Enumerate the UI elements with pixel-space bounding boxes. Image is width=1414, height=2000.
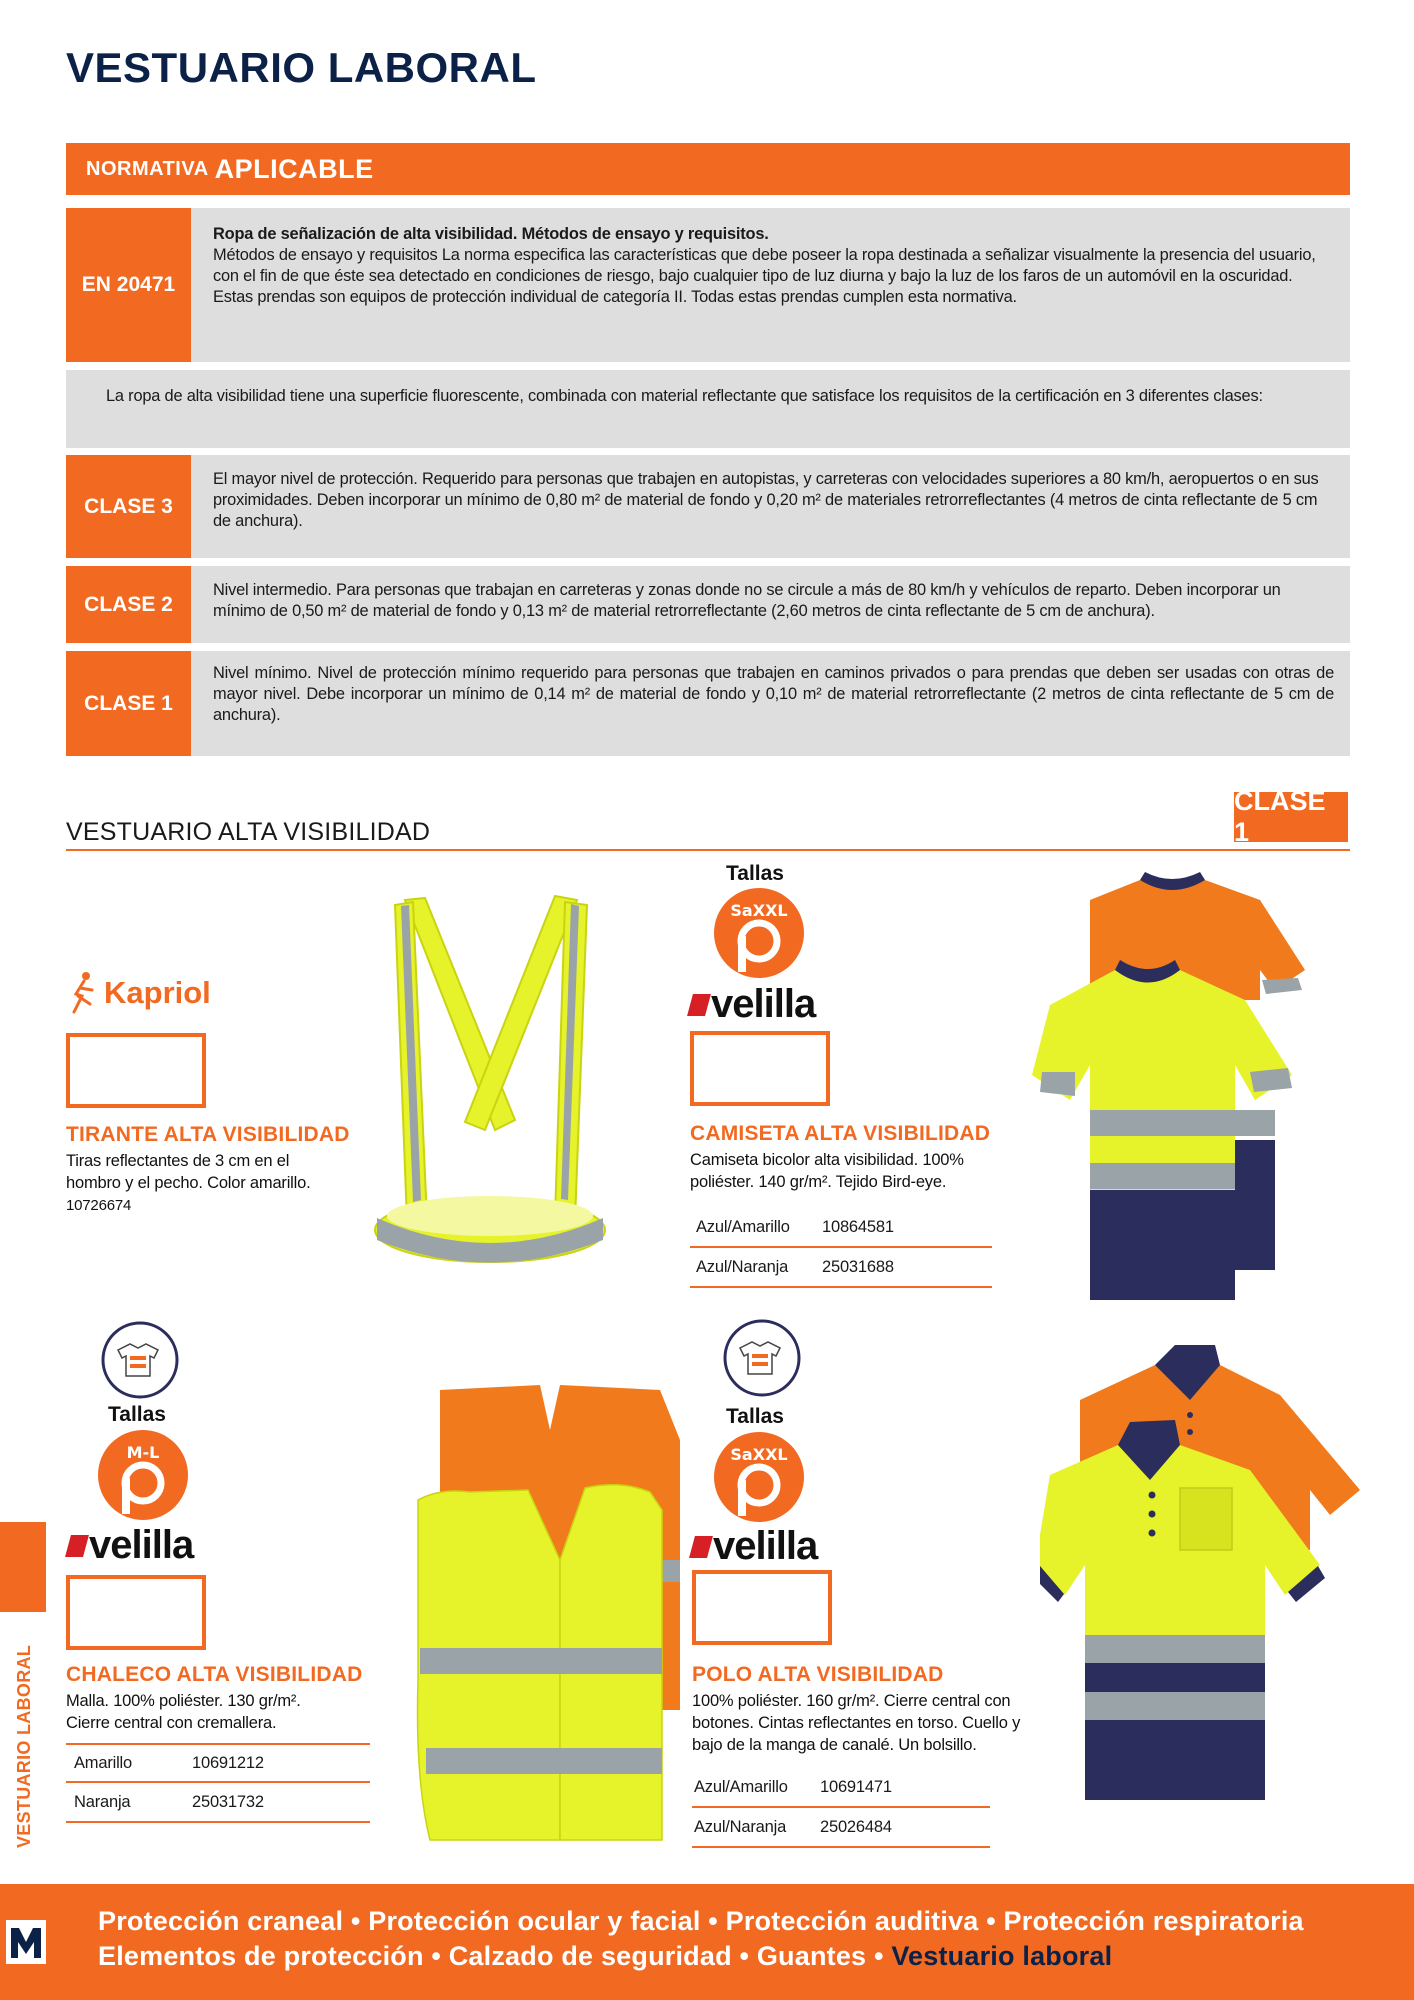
variant-color: Naranja xyxy=(74,1792,131,1811)
chaleco-tallas-label: Tallas xyxy=(108,1403,166,1426)
side-tab xyxy=(0,1522,46,1612)
normativa-header-bold: APLICABLE xyxy=(214,153,374,184)
velilla-brand-camiseta: velilla xyxy=(711,982,816,1026)
polo-tallas-range: SaXXL xyxy=(730,1445,788,1464)
variant-color: Azul/Amarillo xyxy=(696,1217,790,1236)
clase-1-text: Nivel mínimo. Nivel de protección mínimo requerido para personas que trabajen en caminos privados o para prendas que deben ser usadas con otras de mayor nivel. Debe incorporar un mínimo de 0,14 m² de material de fondo y 0,10 m² de material retrorreflectante (2 metros de cinta reflectante de 5 cm de anchura). xyxy=(213,664,1334,724)
camiseta-tallas-icon xyxy=(712,886,806,980)
en-heading: Ropa de señalización de alta visibilidad. Métodos de ensayo y requisitos xyxy=(213,225,765,243)
variant-row xyxy=(692,1768,990,1808)
kapriol-runner-icon xyxy=(66,970,100,1016)
footer-logo xyxy=(0,1884,52,2000)
clase-3-row xyxy=(66,455,1350,558)
chaleco-image xyxy=(410,1380,690,1855)
certification-icon xyxy=(722,1318,802,1398)
en-body: Métodos de ensayo y requisitos La norma especifica las características que debe poseer la ropa destinada a señalizar visualmente la presencia del usuario, con el fin de que éste sea detectado en condiciones de riesgo, bajo cualquier tipo de luz diurna y bajo la luz de los faros de un automóvil en la oscuridad. Estas prendas son equipos de protección individual de categoría II. Todas estas prendas cumplen esta normativa. xyxy=(213,246,1316,306)
variant-row xyxy=(66,1743,370,1783)
en-text: Ropa de señalización de alta visibilidad. Métodos de ensayo y requisitos. Métodos de ensayo y requisitos La norma especifica las características que debe poseer la ropa destinada a señalizar visualmente la presencia del usuario, con el fin de que éste sea detectado en condiciones de riesgo, bajo cualquier tipo de luz diurna y bajo la luz de los faros de un automóvil en la oscuridad. Estas prendas son equipos de protección individual de categoría II. Todas estas prendas cumplen esta normativa. xyxy=(213,225,1316,306)
camiseta-title: CAMISETA ALTA VISIBILIDAD xyxy=(690,1122,991,1145)
price-box-tirante xyxy=(66,1033,206,1108)
camiseta-image xyxy=(1030,860,1310,1310)
clase-1-tag: CLASE 1 xyxy=(66,651,191,756)
chaleco-tallas-icon xyxy=(96,1428,190,1522)
camiseta-tallas-range: SaXXL xyxy=(730,901,788,920)
en-tag: EN 20471 xyxy=(66,208,191,362)
tirante-desc xyxy=(66,1150,336,1217)
polo-variants xyxy=(692,1768,990,1848)
variant-ref: 10864581 xyxy=(822,1217,894,1236)
normativa-en-row xyxy=(66,208,1350,362)
tirante-image xyxy=(365,890,615,1275)
chaleco-variants xyxy=(66,1743,370,1823)
camiseta-variants xyxy=(690,1208,992,1288)
polo-desc: 100% poliéster. 160 gr/m². Cierre central con botones. Cintas reflectantes en torso. Cuello y bajo de la manga de canalé. Un bolsillo. xyxy=(692,1692,1021,1754)
polo-tallas-icon xyxy=(712,1430,806,1524)
clase-1-row xyxy=(66,651,1350,756)
page-title: VESTUARIO LABORAL xyxy=(66,44,537,91)
clase-3-tag: CLASE 3 xyxy=(66,455,191,558)
tirante-desc-text: Tiras reflectantes de 3 cm en el hombro y el pecho. Color amarillo. xyxy=(66,1152,311,1192)
clase-2-text: Nivel intermedio. Para personas que trabajan en carreteras y zonas donde no se circule a más de 80 km/h y vehículos de reparto. Deben incorporar un mínimo de 0,50 m² de material de fondo y 0,13 m² de material retrorreflectante (2,60 metros de cinta reflectante de 5 cm de anchura). xyxy=(213,581,1281,620)
footer-line2-prefix: Elementos de protección • Calzado de seguridad • Guantes • xyxy=(98,1941,884,1971)
velilla-logo-polo xyxy=(692,1524,817,1569)
variant-row xyxy=(690,1248,992,1288)
clase-badge: CLASE 1 xyxy=(1234,792,1348,842)
certification-icon xyxy=(100,1320,180,1400)
normativa-header-light: NORMATIVA xyxy=(86,157,209,180)
velilla-mark-icon xyxy=(689,1536,713,1558)
normativa-header xyxy=(66,143,1350,195)
variant-ref: 25031688 xyxy=(822,1257,894,1276)
velilla-logo-camiseta xyxy=(690,982,815,1027)
price-box-camiseta xyxy=(690,1031,830,1106)
velilla-mark-icon xyxy=(65,1535,89,1557)
chaleco-desc: Malla. 100% poliéster. 130 gr/m². Cierre central con cremallera. xyxy=(66,1692,301,1732)
polo-title: POLO ALTA VISIBILIDAD xyxy=(692,1663,944,1686)
price-box-polo xyxy=(692,1570,832,1645)
clase-2-row xyxy=(66,566,1350,643)
clase-3-text: El mayor nivel de protección. Requerido para personas que trabajen en autopistas, y carreteras con velocidades superiores a 80 km/h, aeropuertos o en sus proximidades. Deben incorporar un mínimo de 0,80 m² de material de fondo y 0,20 m² de materiales retrorreflectantes (4 metros de cinta reflectante de 5 cm de anchura). xyxy=(213,470,1319,530)
side-tab-label: VESTUARIO LABORAL xyxy=(14,1644,34,1848)
variant-ref: 10691212 xyxy=(192,1753,264,1772)
variant-row xyxy=(690,1208,992,1248)
chaleco-title: CHALECO ALTA VISIBILIDAD xyxy=(66,1663,363,1686)
polo-tallas-label: Tallas xyxy=(726,1405,784,1428)
variant-row xyxy=(66,1783,370,1823)
velilla-mark-icon xyxy=(687,994,711,1016)
price-box-chaleco xyxy=(66,1575,206,1650)
tirante-title: TIRANTE ALTA VISIBILIDAD xyxy=(66,1123,350,1146)
kapriol-brand: Kapriol xyxy=(104,975,211,1010)
camiseta-desc: Camiseta bicolor alta visibilidad. 100% poliéster. 140 gr/m². Tejido Bird-eye. xyxy=(690,1151,964,1191)
variant-ref: 25026484 xyxy=(820,1817,892,1836)
variant-color: Azul/Naranja xyxy=(694,1817,787,1836)
normativa-intro: La ropa de alta visibilidad tiene una superficie fluorescente, combinada con material reflectante que satisface los requisitos de la certificación en 3 diferentes clases: xyxy=(66,370,1350,448)
m-logo-icon xyxy=(6,1920,46,1964)
polo-image xyxy=(1040,1340,1365,1810)
variant-ref: 10691471 xyxy=(820,1777,892,1796)
footer-categories-line2 xyxy=(98,1941,1112,1972)
velilla-logo-chaleco xyxy=(68,1523,193,1568)
footer xyxy=(0,1884,1414,2000)
variant-ref: 25031732 xyxy=(192,1792,264,1811)
velilla-brand-chaleco: velilla xyxy=(89,1523,194,1567)
footer-categories-line1: Protección craneal • Protección ocular y facial • Protección auditiva • Protección respiratoria xyxy=(98,1906,1304,1936)
section-divider xyxy=(66,849,1350,851)
kapriol-logo xyxy=(66,970,211,1016)
variant-color: Azul/Amarillo xyxy=(694,1777,788,1796)
velilla-brand-polo: velilla xyxy=(713,1524,818,1568)
camiseta-tallas-label: Tallas xyxy=(726,862,784,885)
footer-current-category: Vestuario laboral xyxy=(891,1941,1113,1971)
variant-color: Amarillo xyxy=(74,1753,132,1772)
clase-2-tag: CLASE 2 xyxy=(66,566,191,643)
variant-color: Azul/Naranja xyxy=(696,1257,789,1276)
tirante-ref: 10726674 xyxy=(66,1197,132,1214)
variant-row xyxy=(692,1808,990,1848)
section-title: VESTUARIO ALTA VISIBILIDAD xyxy=(66,818,431,846)
chaleco-tallas-range: M-L xyxy=(126,1443,160,1462)
